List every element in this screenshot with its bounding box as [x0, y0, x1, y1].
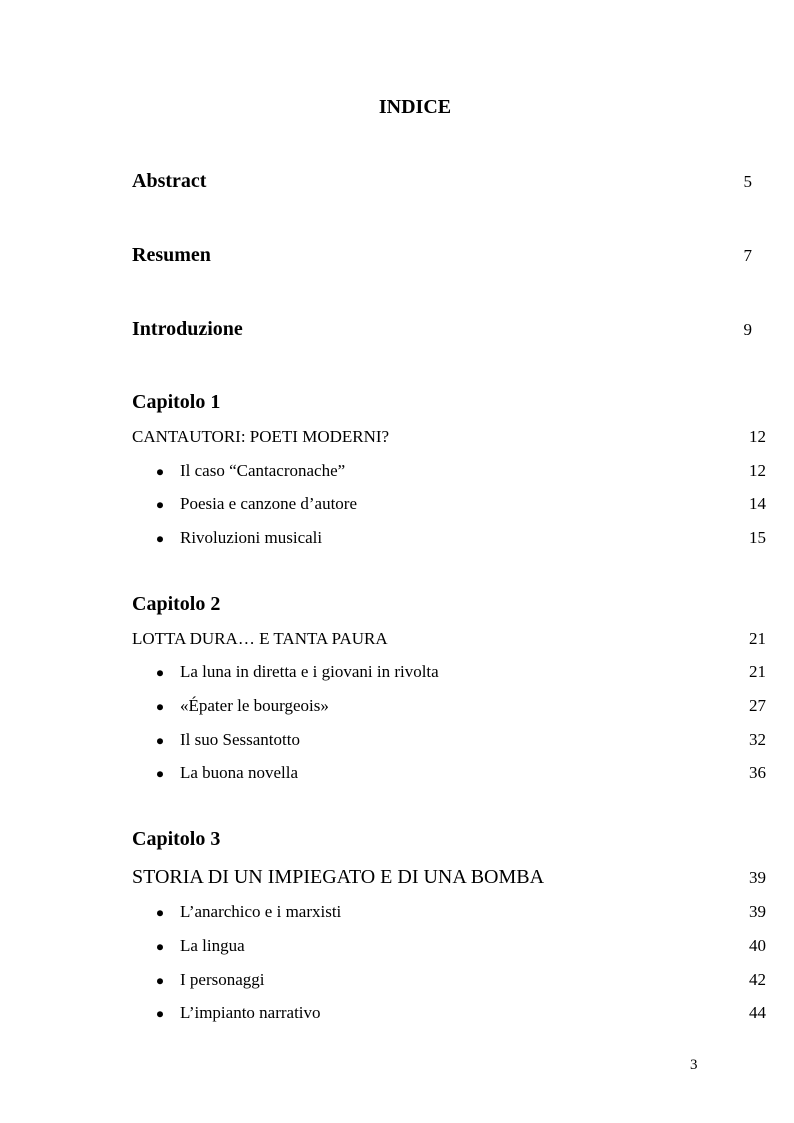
toc-subitem: [132, 494, 766, 514]
toc-subitem: [132, 970, 766, 990]
section-label: STORIA DI UN IMPIEGATO E DI UNA BOMBA: [132, 866, 545, 888]
toc-section: [132, 427, 766, 447]
toc-subitem: [132, 662, 766, 682]
subitem-page: 14: [749, 494, 766, 513]
section-label: LOTTA DURA… E TANTA PAURA: [132, 629, 388, 648]
toc-subitem: [132, 528, 766, 548]
subitem-label: L’anarchico e i marxisti: [132, 902, 341, 922]
entry-page: 7: [743, 246, 752, 265]
subitem-label: I personaggi: [132, 970, 265, 990]
toc-entry-resumen: [132, 244, 766, 267]
section-label: CANTAUTORI: POETI MODERNI?: [132, 427, 390, 446]
section-page: 12: [749, 427, 766, 446]
toc-subitem: [132, 730, 766, 750]
subitem-page: 44: [749, 1003, 766, 1022]
subitem-label: «Épater le bourgeois»: [132, 696, 329, 716]
entry-label: Abstract: [132, 170, 207, 192]
entry-label: Resumen: [132, 244, 211, 266]
subitem-label: Poesia e canzone d’autore: [132, 494, 357, 514]
toc-section: [132, 866, 766, 889]
chapter-heading: Capitolo 3: [132, 828, 221, 850]
subitem-page: 12: [749, 461, 766, 480]
subitem-page: 40: [749, 936, 766, 955]
subitem-label: Rivoluzioni musicali: [132, 528, 322, 548]
subitem-page: 15: [749, 528, 766, 547]
entry-page: 9: [743, 320, 752, 339]
subitem-page: 27: [749, 696, 766, 715]
toc-entry-abstract: [132, 170, 766, 193]
toc-subitem: [132, 1003, 766, 1023]
subitem-label: Il suo Sessantotto: [132, 730, 300, 750]
subitem-label: La buona novella: [132, 763, 298, 783]
subitem-label: L’impianto narrativo: [132, 1003, 321, 1023]
subitem-label: La luna in diretta e i giovani in rivolta: [132, 662, 439, 682]
subitem-page: 32: [749, 730, 766, 749]
toc-subitem: [132, 936, 766, 956]
toc-subitem: [132, 902, 766, 922]
subitem-page: 21: [749, 662, 766, 681]
entry-label: Introduzione: [132, 318, 243, 340]
section-page: 21: [749, 629, 766, 648]
toc-subitem: [132, 763, 766, 783]
section-page: 39: [749, 868, 766, 887]
subitem-label: Il caso “Cantacronache”: [132, 461, 345, 481]
page-number: 3: [690, 1057, 698, 1073]
entry-page: 5: [743, 172, 752, 191]
subitem-label: La lingua: [132, 936, 245, 956]
chapter-heading: Capitolo 2: [132, 593, 221, 615]
subitem-page: 42: [749, 970, 766, 989]
page-title: INDICE: [378, 96, 452, 118]
toc-section: [132, 629, 766, 649]
subitem-page: 39: [749, 902, 766, 921]
toc-entry-introduzione: [132, 318, 766, 341]
toc-subitem: [132, 696, 766, 716]
subitem-page: 36: [749, 763, 766, 782]
chapter-heading: Capitolo 1: [132, 391, 221, 413]
toc-subitem: [132, 461, 766, 481]
